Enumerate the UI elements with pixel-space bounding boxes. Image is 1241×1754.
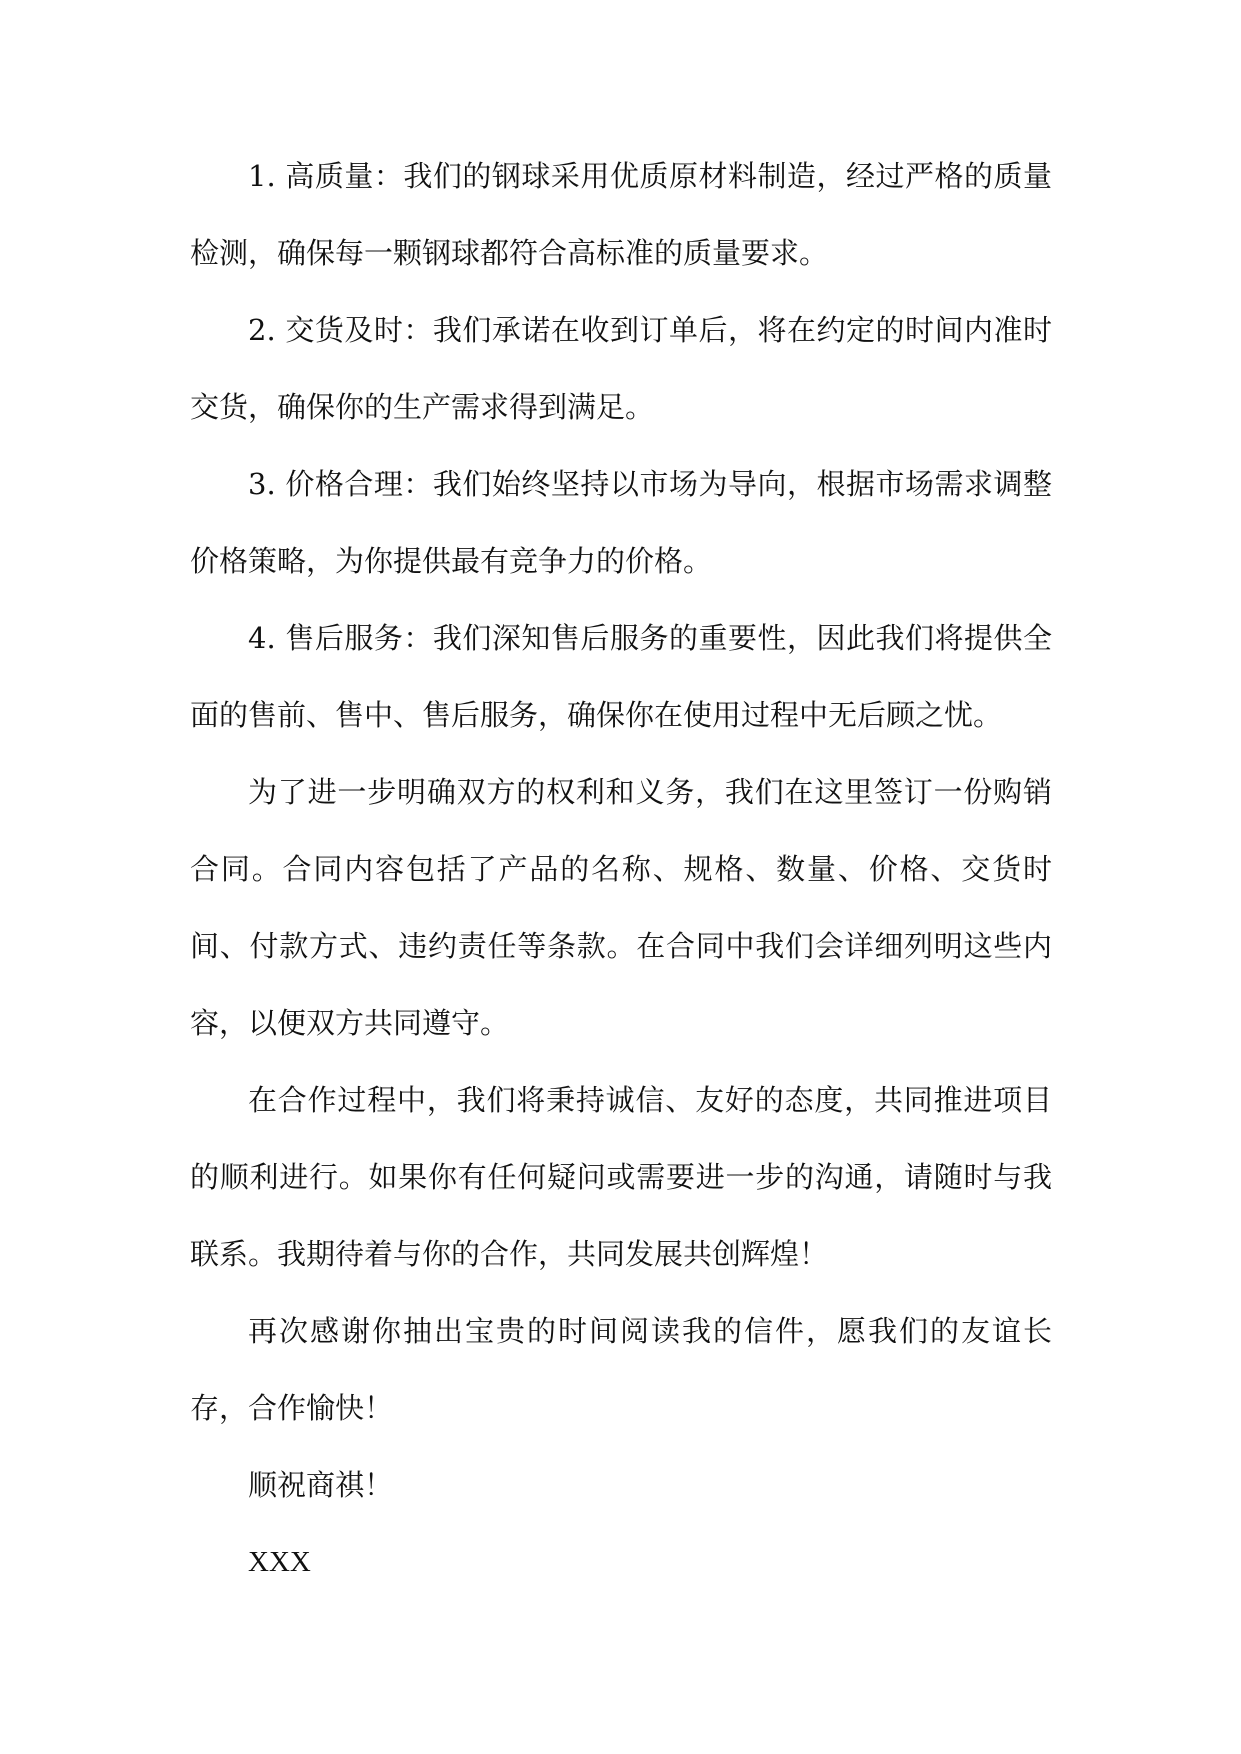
closing-greeting: 顺祝商祺！ [248, 1468, 394, 1502]
paragraph-contract: 为了进一步明确双方的权利和义务，我们在这里签订一份购销合同。合同内容包括了产品的名称、规格、数量、价格、交货时间、付款方式、违约责任等条款。在合同中我们会详细列明这些内容，以便双方共同遵守。 [190, 775, 1052, 1040]
paragraph-quality: 1. 高质量：我们的钢球采用优质原材料制造，经过严格的质量检测，确保每一颗钢球都符合高标准的质量要求。 [190, 159, 1052, 270]
paragraph-price: 3. 价格合理：我们始终坚持以市场为导向，根据市场需求调整价格策略，为你提供最有竞争力的价格。 [190, 467, 1052, 578]
paragraph-cooperation: 在合作过程中，我们将秉持诚信、友好的态度，共同推进项目的顺利进行。如果你有任何疑问或需要进一步的沟通，请随时与我联系。我期待着与你的合作，共同发展共创辉煌！ [190, 1083, 1052, 1271]
paragraph-after-sales: 4. 售后服务：我们深知售后服务的重要性，因此我们将提供全面的售前、售中、售后服务，确保你在使用过程中无后顾之忧。 [190, 621, 1052, 732]
paragraph-delivery: 2. 交货及时：我们承诺在收到订单后，将在约定的时间内准时交货，确保你的生产需求得到满足。 [190, 313, 1052, 424]
signature: XXX [248, 1546, 311, 1578]
document-body [190, 138, 1052, 1601]
paragraph-thanks: 再次感谢你抽出宝贵的时间阅读我的信件，愿我们的友谊长存，合作愉快！ [190, 1314, 1052, 1425]
